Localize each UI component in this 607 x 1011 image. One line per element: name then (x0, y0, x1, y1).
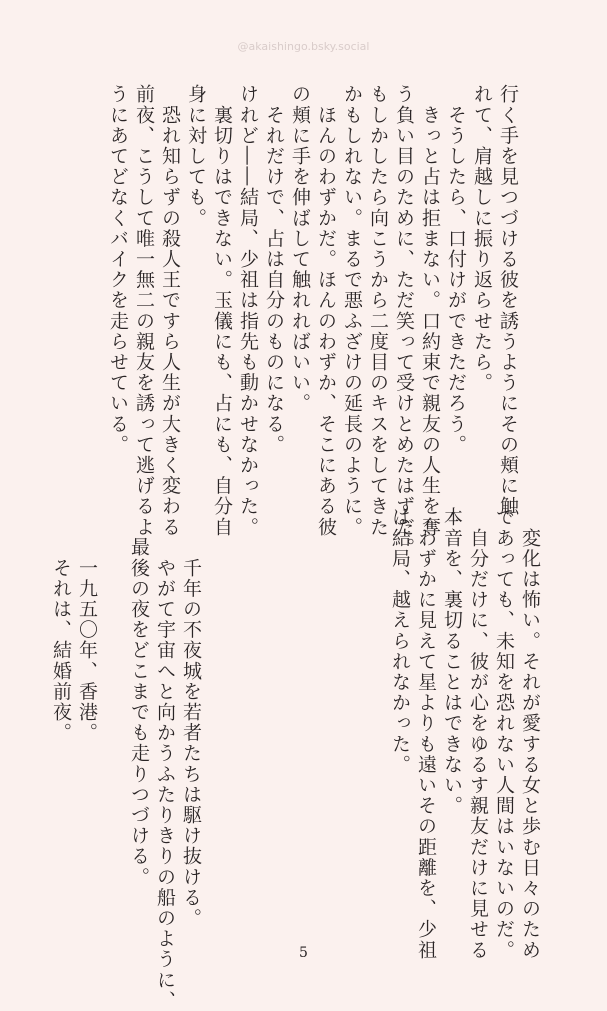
text-line: 変化は怖い。それが愛する女と歩む日々のため (519, 507, 541, 961)
text-line: ほんのわずかだ。ほんのわずか、そこにある彼 (315, 84, 337, 538)
text-block-upper (105, 84, 521, 558)
text-line: やがて宇宙へと向かうふたりきりの船のように、 (154, 537, 176, 1011)
text-line: うにあてどなくバイクを走らせている。 (107, 84, 129, 455)
text-line: 本音を、裏切ることはできない。 (441, 507, 463, 816)
text-line: う負い目のために、ただ笑って受けとめたはずだ。 (393, 84, 415, 558)
text-line (100, 537, 126, 1011)
text-block-lower-left (48, 537, 204, 1011)
text-line: であっても、未知を恐れない人間はいないのだ。 (493, 507, 515, 961)
text-line: れて、肩越しに振り返らせたら。 (471, 84, 493, 393)
text-line: は結局、越えられなかった。 (389, 507, 411, 775)
watermark: @akaishingo.bsky.social (237, 40, 370, 53)
text-line: 千年の不夜城を若者たちは駆け抜ける。 (180, 537, 202, 929)
text-line: もしかしたら向こうから二度目のキスをしてきた (367, 84, 389, 538)
page-number: 5 (299, 945, 308, 961)
text-line: の頬に手を伸ばして触れればいい。 (289, 84, 311, 414)
text-line: 自分だけに、彼が心をゆるす親友だけに見せる (467, 507, 489, 961)
text-line: きっと占は拒まない。口約束で親友の人生を奪 (419, 84, 441, 538)
text-line: かもしれない。まるで悪ふざけの延長のように。 (341, 84, 363, 538)
text-line: けれど――結局、少祖は指先も動かせなかった。 (237, 84, 259, 538)
text-block-lower-right (387, 507, 543, 960)
text-line: 身に対しても。 (185, 84, 207, 229)
text-line: 恐れ知らずの殺人王ですら人生が大きく変わる (159, 84, 181, 538)
text-line: 前夜、こうして唯一無二の親友を誘って逃げるよ (133, 84, 155, 538)
text-line: それは、結婚前夜。 (50, 537, 72, 743)
text-line: そうしたら、口付けができただろう。 (445, 84, 467, 455)
text-line: 行く手を見つづける彼を誘うようにその頬に触 (497, 84, 519, 517)
text-line: 最後の夜をどこまでも走りつづける。 (128, 537, 150, 888)
text-line: わずかに見えて星よりも遠いその距離を、少祖 (415, 507, 437, 961)
text-line: それだけで、占は自分のものになる。 (263, 84, 285, 455)
text-line: 一九五〇年、香港。 (76, 537, 98, 743)
text-line: 裏切りはできない。玉儀にも、占にも、自分自 (211, 84, 233, 538)
